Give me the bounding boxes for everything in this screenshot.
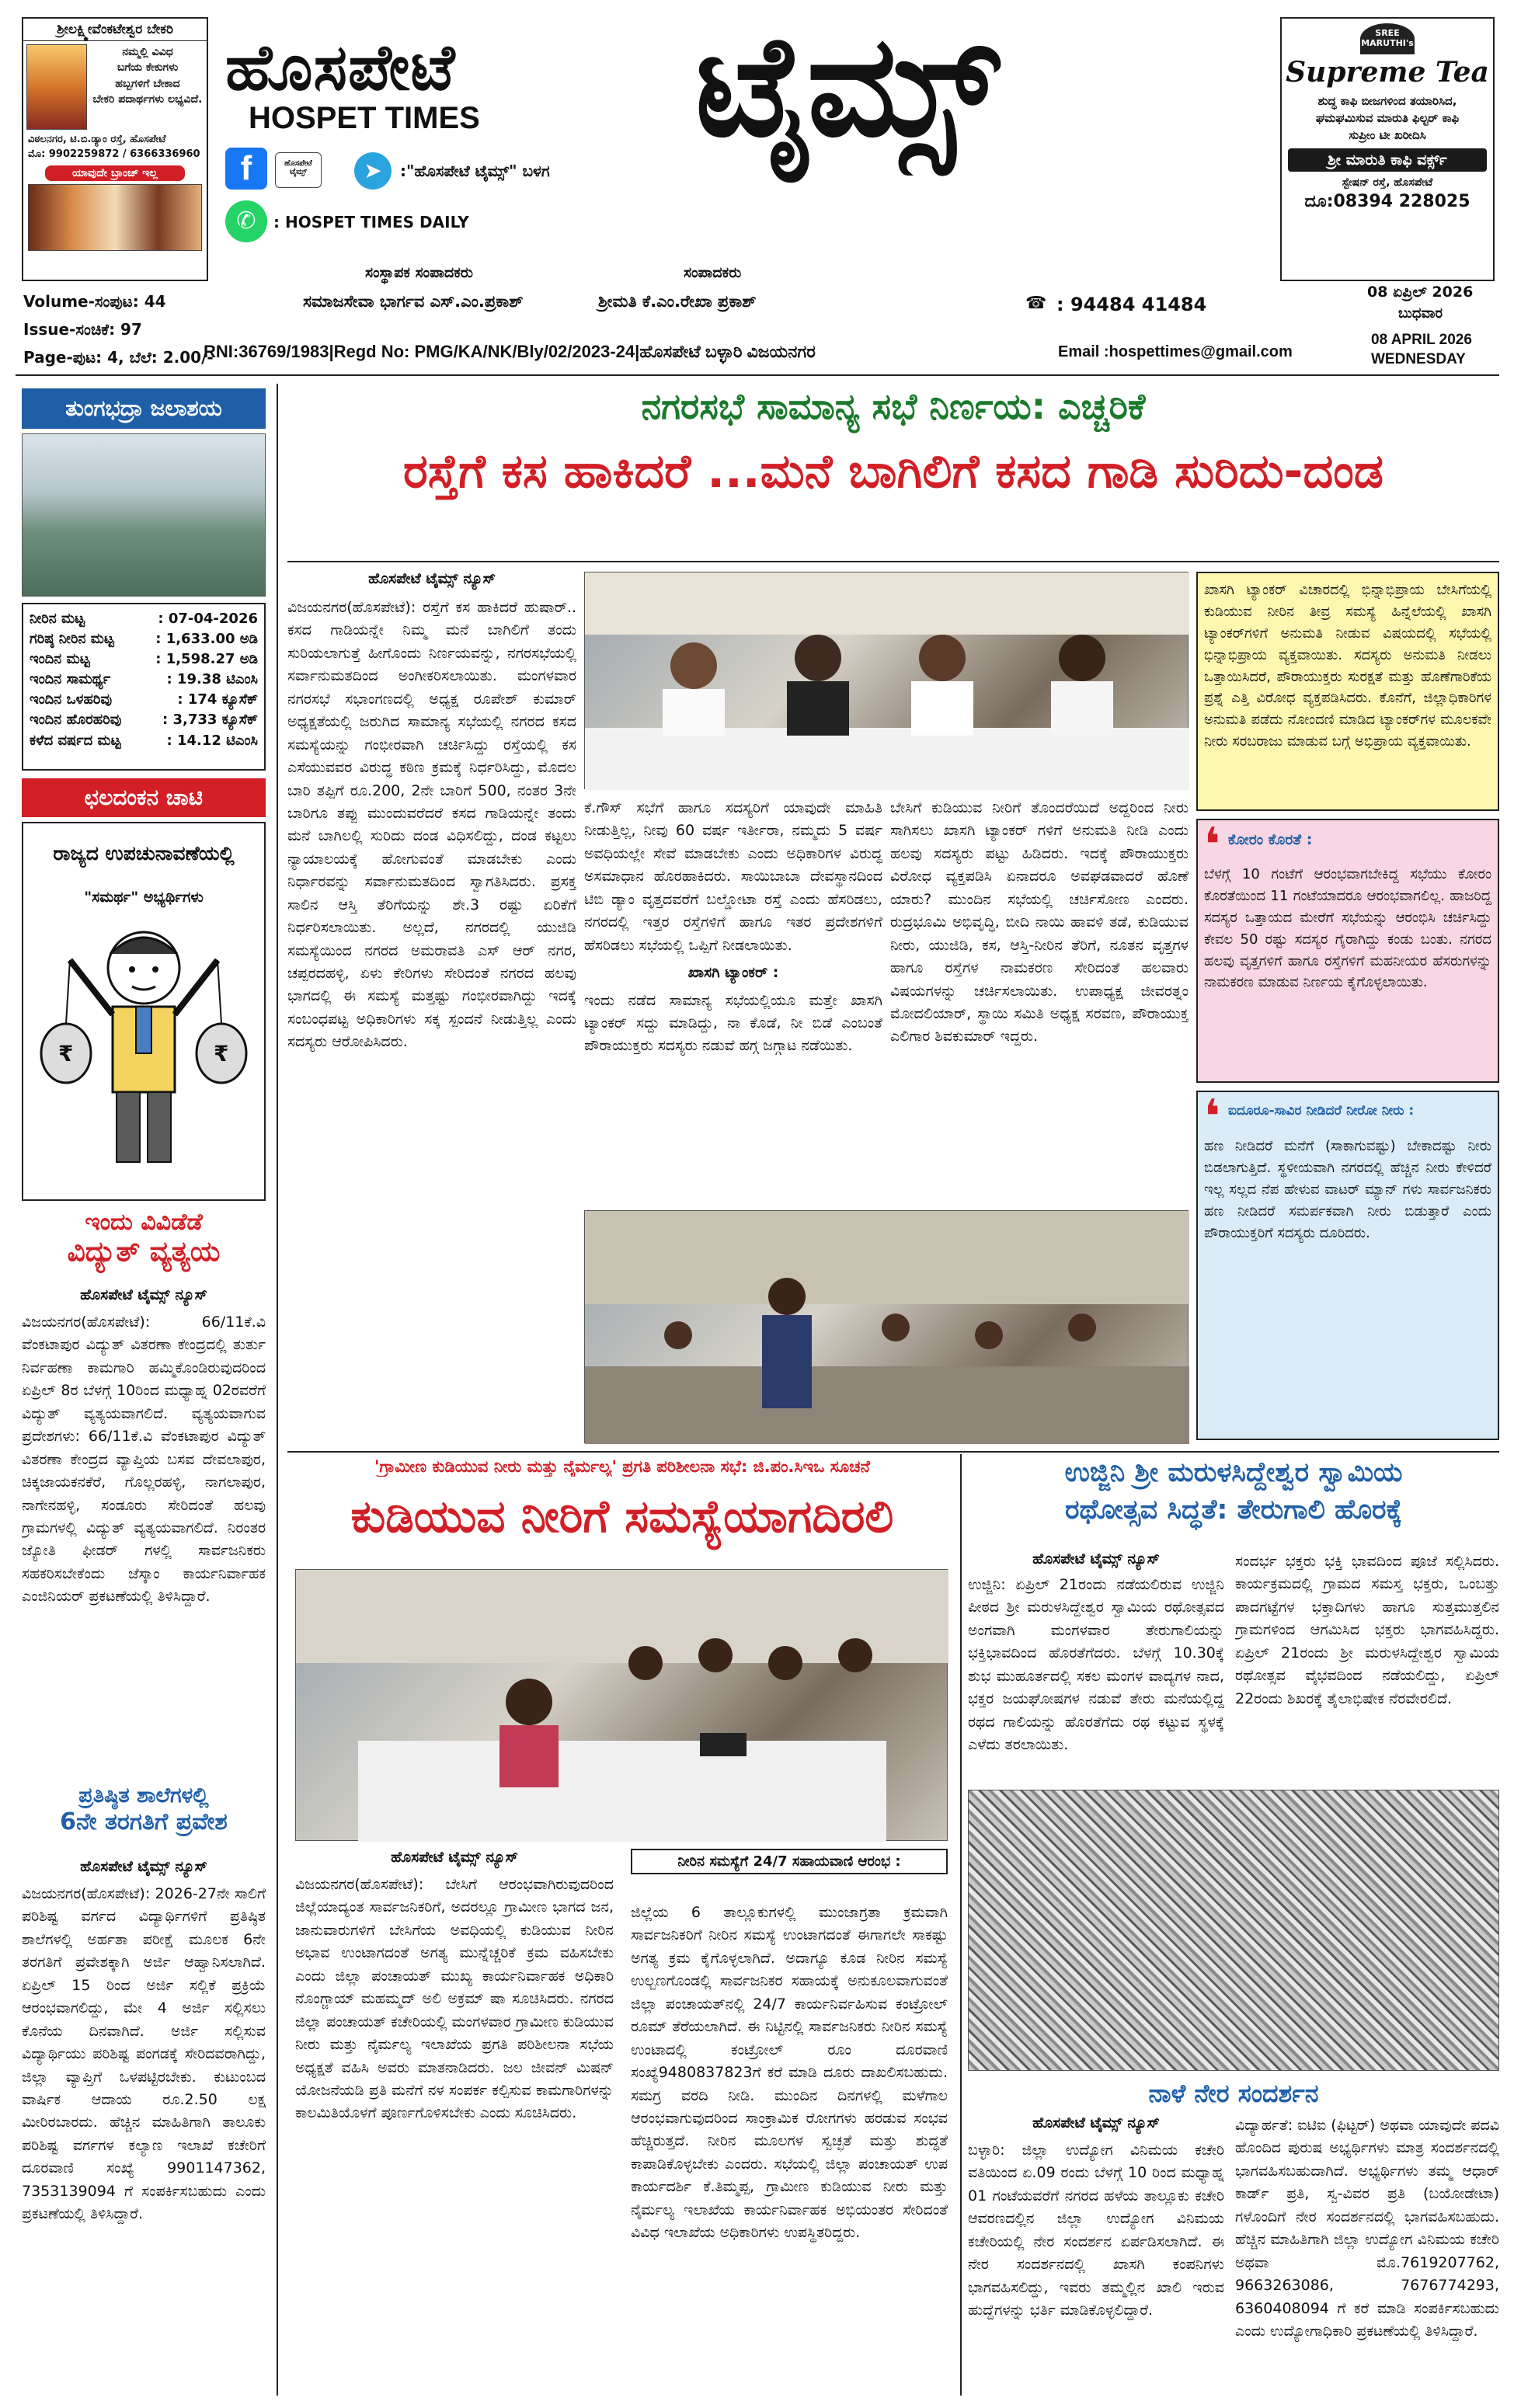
power-title-2: ವಿದ್ಯುತ್ ವ್ಯತ್ಯಯ xyxy=(67,1236,221,1268)
quote-mark-icon: ❛ xyxy=(1204,1091,1220,1144)
council-photo-figures xyxy=(585,572,1189,790)
main-headline: ರಸ್ತೆಗೆ ಕಸ ಹಾಕಿದರೆ ...ಮನೆ ಬಾಗಿಲಿಗೆ ಕಸದ ಗಾಡಿ ಸುರಿದು-ದಂಡ xyxy=(402,444,1384,499)
main-headline-rule xyxy=(287,561,1499,562)
facebook-label[interactable]: ಹೊಸಪೇಟೆ ಟೈಮ್ಸ್ xyxy=(275,152,322,188)
email: Email :hospettimes@gmail.com xyxy=(1058,343,1293,360)
school-title-2: 6ನೇ ತರಗತಿಗೆ ಪ್ರವೇಶ xyxy=(60,1808,228,1836)
visit-col-2: ವಿದ್ಯಾರ್ಹತೆ: ಐಟಿಐ (ಫಿಟ್ಟರ್) ಅಥವಾ ಯಾವುದೇ ಪದವಿ ಹೊಂದಿದ ಪುರುಷ ಅಭ್ಯರ್ಥಿಗಳು ಮಾತ್ರ ಸಂದರ್ಶನದಲ್ಲಿ ಭಾಗವಹಿಸಬಹುದಾಗಿದೆ. ಅಭ್ಯರ್ಥಿಗಳು ತಮ್ಮ ಆಧಾರ್ ಕಾರ್ಡ್ ಪ್ರತಿ, ಸ್ವ-ವಿವರ ಪ್ರತಿ (ಬಯೋಡೇಟಾ) ಗಳೊಂದಿಗೆ ನೇರ ಸಂದರ್ಶನದಲ್ಲಿ ಭಾಗವಹಿಸಬಹುದು. ಹೆಚ್ಚಿನ ಮಾಹಿತಿಗಾಗಿ ಜಿಲ್ಲಾ ಉದ್ಯೋಗ ವಿನಿಮಯ ಕಚೇರಿ ಅಥವಾ ಮೊ.7619207762, 9663263086, 7676774293, 6360408094 ಗೆ ಕರೆ ಮಾಡಿ ಸಂಪರ್ಕಿಸಬಹುದು ಎಂದು ಉದ್ಯೋಗಾಧಿಕಾರಿ ಪ್ರಕಟಣೆಯಲ್ಲಿ ತಿಳಿಸಿದ್ದಾರೆ. xyxy=(1235,2117,1499,2340)
cartoon-drawing xyxy=(23,906,264,1185)
phone-icon: ☎ xyxy=(1025,294,1047,313)
tea-phone: ದೂ:08394 228025 xyxy=(1304,192,1470,212)
svg-text:₹: ₹ xyxy=(58,1041,74,1067)
tea-logo-circle: SREE MARUTHI's xyxy=(1360,23,1415,54)
dam-row: ಗರಿಷ್ಠ ನೀರಿನ ಮಟ್ಟ : 1,633.00 ಅಡಿ xyxy=(30,631,258,648)
quorum-title: ಕೋರಂ ಕೊರತೆ : xyxy=(1227,831,1313,848)
whatsapp-icon[interactable]: ✆ xyxy=(225,200,267,242)
tea-footer: ಶ್ರೀ ಮಾರುತಿ ಕಾಫಿ ವರ್ಕ್ಸ್ xyxy=(1288,148,1487,172)
rathotsava-title xyxy=(968,1457,1499,1526)
water-money-title: ಐದೂರೂ-ಸಾವಿರ ನೀಡಿದರೆ ನೀರೋ ನೀರು : xyxy=(1227,1103,1415,1119)
audience-photo-figures xyxy=(585,1211,1189,1444)
dam-row: ಇಂದಿನ ಮಟ್ಟ : 1,598.27 ಅಡಿ xyxy=(30,651,258,668)
quote-mark-icon: ❛ xyxy=(1204,819,1220,872)
main-col-2b-text: ಇಂದು ನಡೆದ ಸಾಮಾನ್ಯ ಸಭೆಯಲ್ಲಿಯೂ ಮತ್ತೇ ಖಾಸಗಿ ಟ್ಯಾಂಕರ್ ಸದ್ದು ಮಾಡಿದ್ದು, ನಾ ಕೊಡೆ, ನೀ ಬಿಡೆ ಎಂಬಂತೆ ಪೌರಾಯುಕ್ತರು ಸದಸ್ಯರು ನಡುವೆ ಹಗ್ಗ ಜಗ್ಗಾಟ ನಡೆಯಿತು. xyxy=(584,991,882,1055)
rathotsava-byline: ಹೊಸಪೇಟೆ ಟೈಮ್ಸ್ ನ್ಯೂಸ್ xyxy=(1032,1550,1160,1568)
water-headline: ಕುಡಿಯುವ ನೀರಿಗೆ ಸಮಸ್ಯೆಯಾಗದಿರಲಿ xyxy=(350,1490,894,1543)
tea-line: ಶುದ್ಧ ಕಾಫಿ ಬೀಜಗಳಿಂದ ತಯಾರಿಸಿದ, xyxy=(1317,94,1457,108)
telegram-icon[interactable]: ➤ xyxy=(354,152,392,190)
power-title-1: ಇಂದು ವಿವಿಡೆಡೆ xyxy=(85,1209,203,1236)
water-col-1: ವಿಜಯನಗರ(ಹೊಸಪೇಟೆ): ಬೇಸಿಗೆ ಆರಂಭವಾಗಿರುವುದರಿಂದ ಜಿಲ್ಲೆಯಾದ್ಯಂತ ಸಾರ್ವಜನಿಕರಿಗೆ, ಅದರಲ್ಲೂ ಗ್ರಾಮೀಣ ಭಾಗದ ಜನ, ಜಾನುವಾರುಗಳಿಗೆ ಬೇಸಿಗೆಯ ಅವಧಿಯಲ್ಲಿ ಕುಡಿಯುವ ನೀರಿನ ಅಭಾವ ಉಂಟಾಗದಂತೆ ಅಗತ್ಯ ಮುನ್ನೆಚ್ಚರಿಕೆ ಕ್ರಮ ವಹಿಸಬೇಕು ಎಂದು ಜಿಲ್ಲಾ ಪಂಚಾಯತ್ ಮುಖ್ಯ ಕಾರ್ಯನಿರ್ವಾಹಕ ಅಧಿಕಾರಿ ನೊಂಗ್ಜಾಯ್ ಮಹಮ್ಮದ್ ಅಲಿ ಅಕ್ರಮ್ ಷಾ ಸೂಚಿಸಿದರು. ನಗರದ ಜಿಲ್ಲಾ ಪಂಚಾಯತ್ ಕಚೇರಿಯಲ್ಲಿ ಮಂಗಳವಾರ ಗ್ರಾಮೀಣ ಕುಡಿಯುವ ನೀರು ಮತ್ತು ನೈರ್ಮಲ್ಯ ಇಲಾಖೆಯ ಪ್ರಗತಿ ಪರಿಶೀಲನಾ ಸಭೆಯ ಅಧ್ಯಕ್ಷತೆ ವಹಿಸಿ ಅವರು ಮಾತನಾಡಿದರು. ಜಲ ಜೀವನ್ ಮಿಷನ್ ಯೋಜನೆಯಡಿ ಪ್ರತಿ ಮನೆಗೆ ನಳ ಸಂಪರ್ಕ ಕಲ್ಪಿಸುವ ಕಾಮಗಾರಿಗಳನ್ನು ಕಾಲಮಿತಿಯೊಳಗೆ ಪೂರ್ಣಗೊಳಿಸಬೇಕು ಎಂದು ಸೂಚಿಸಿದರು. xyxy=(295,1876,614,2122)
ad-bakery xyxy=(22,17,208,281)
ad-bakery-line: ಬಗೆಯ ಕೇಕುಗಳು xyxy=(117,61,179,75)
ad-bakery-tag: ಯಾವುದೇ ಬ್ರಾಂಚ್ ಇಲ್ಲ xyxy=(45,165,185,181)
school-text: ವಿಜಯನಗರ(ಹೊಸಪೇಟೆ): 2026-27ನೇ ಸಾಲಿಗೆ ಪರಿಶಿಷ್ಟ ವರ್ಗದ ವಿದ್ಯಾರ್ಥಿಗಳಿಗೆ ಪ್ರತಿಷ್ಠಿತ ಶಾಲೆಗಳಲ್ಲಿ ಅರ್ಹತಾ ಪರೀಕ್ಷೆ ಮೂಲಕ 6ನೇ ತರಗತಿಗೆ ಪ್ರವೇಶಕ್ಕಾಗಿ ಅರ್ಜಿ ಆಹ್ವಾನಿಸಲಾಗಿದೆ. ಏಪ್ರಿಲ್ 15 ರಿಂದ ಅರ್ಜಿ ಸಲ್ಲಿಕೆ ಪ್ರಕ್ರಿಯೆ ಆರಂಭವಾಗಲಿದ್ದು, ಮೇ 4 ಅರ್ಜಿ ಸಲ್ಲಿಸಲು ಕೊನೆಯ ದಿನವಾಗಿದೆ. ಅರ್ಜಿ ಸಲ್ಲಿಸುವ ವಿದ್ಯಾರ್ಥಿಯು ಪರಿಶಿಷ್ಟ ಪಂಗಡಕ್ಕೆ ಸೇರಿದವರಾಗಿದ್ದು, ಜಿಲ್ಲಾ ವ್ಯಾಪ್ತಿಗೆ ಒಳಪಟ್ಟಿರಬೇಕು. ಕುಟುಂಬದ ವಾರ್ಷಿಕ ಆದಾಯ ರೂ.2.50 ಲಕ್ಷ ಮೀರಿರಬಾರದು. ಹೆಚ್ಚಿನ ಮಾಹಿತಿಗಾಗಿ ತಾಲೂಕು ಪರಿಶಿಷ್ಟ ವರ್ಗಗಳ ಕಲ್ಯಾಣ ಇಲಾಖೆ ಕಚೇರಿಗೆ ದೂರವಾಣಿ ಸಂಖ್ಯೆ 9901147362, 7353139094 ಗೆ ಸಂಪರ್ಕಿಸಬಹುದು ಎಂದು ಪ್ರಕಟಣೆಯಲ್ಲಿ ತಿಳಿಸಿದ್ದಾರೆ. xyxy=(22,1885,266,2223)
council-meeting-photo xyxy=(584,572,1189,789)
ad-bakery-title: ಶ್ರೀಲಕ್ಷ್ಮೀವೆಂಕಟೇಶ್ವರ ಬೇಕರಿ xyxy=(23,19,207,41)
cartoon-sub: "ಸಮರ್ಥ" ಅಭ್ಯರ್ಥಿಗಳು xyxy=(84,889,204,906)
masthead-rule xyxy=(16,374,1499,376)
masthead-title-kn-1: ಹೊಸಪೇಟೆ xyxy=(225,31,456,105)
whatsapp-label: : HOSPET TIMES DAILY xyxy=(273,213,469,231)
quorum-text: ಬೆಳಗ್ಗೆ 10 ಗಂಟೆಗೆ ಆರಂಭವಾಗಬೇಕಿದ್ದ ಸಭೆಯು ಕೋರಂ ಕೊರತೆಯಿಂದ 11 ಗಂಟೆಯಾದರೂ ಆರಂಭವಾಗಲಿಲ್ಲ. ಹಾಜರಿದ್ದ ಸದಸ್ಯರ ಒತ್ತಾಯದ ಮೇರೆಗೆ ಸಭೆಯನ್ನು ಆರಂಭಿಸಿ ಚರ್ಚಿಸಿದ್ದು ಕೇವಲ 50 ರಷ್ಟು ಸದಸ್ಯರ ಗೈರಾಗಿದ್ದು ಕಂಡು ಬಂತು. ನಗರದ ಹಲವು ವೃತ್ತಗಳಿಗೆ ಹಾಗೂ ರಸ್ತೆಗಳಿಗೆ ಮಹನೀಯರ ಹೆಸರುಗಳನ್ನು ನಾಮಕರಣ ಮಾಡುವ ನಿರ್ಣಯ ಕೈಗೊಳ್ಳಲಾಯಿತು. xyxy=(1204,866,1491,991)
founder-editor-name: ಸಮಾಜಸೇವಾ ಭಾರ್ಗವ ಎಸ್.ಎಂ.ಪ್ರಕಾಶ್ xyxy=(303,292,524,311)
water-money-sidebar xyxy=(1196,1091,1499,1440)
school-title xyxy=(22,1783,266,1836)
right-section-rule xyxy=(960,1454,962,2396)
ad-supreme-tea xyxy=(1280,17,1495,281)
main-kicker: ನಗರಸಭೆ ಸಾಮಾನ್ಯ ಸಭೆ ನಿರ್ಣಯ: ಎಚ್ಚರಿಕೆ xyxy=(641,385,1146,427)
dam-row: ಇಂದಿನ ಹೊರಹರಿವು : 3,733 ಕ್ಯೂಸೆಕ್ xyxy=(30,712,258,729)
visit-col-1: ಬಳ್ಳಾರಿ: ಜಿಲ್ಲಾ ಉದ್ಯೋಗ ವಿನಿಮಯ ಕಚೇರಿ ವತಿಯಿಂದ ಏ.09 ರಂದು ಬೆಳಗ್ಗೆ 10 ರಿಂದ ಮಧ್ಯಾಹ್ನ 01 ಗಂಟೆಯವರೆಗೆ ನಗರದ ಹಳೆಯ ತಾಲ್ಲೂಕು ಕಚೇರಿ ಆವರಣದಲ್ಲಿನ ಜಿಲ್ಲಾ ಉದ್ಯೋಗ ವಿನಿಮಯ ಕಚೇರಿಯಲ್ಲಿ ನೇರ ಸಂದರ್ಶನ ಏರ್ಪಡಿಸಲಾಗಿದೆ. ಈ ನೇರ ಸಂದರ್ಶನದಲ್ಲಿ ಖಾಸಗಿ ಕಂಪನಿಗಳು ಭಾಗವಹಿಸಲಿದ್ದು, ಇವರು ತಮ್ಮಲ್ಲಿನ ಖಾಲಿ ಇರುವ ಹುದ್ದೆಗಳನ್ನು ಭರ್ತಿ ಮಾಡಿಕೊಳ್ಳಲಿದ್ದಾರೆ. xyxy=(968,2142,1224,2319)
tea-line: ಸುಪ್ರೀಂ ಟೀ ಖರೀದಿಸಿ xyxy=(1349,127,1426,142)
main-byline: ಹೊಸಪೇಟೆ ಟೈಮ್ಸ್ ನ್ಯೂಸ್ xyxy=(368,570,496,587)
ad-bakery-line: ನಮ್ಮಲ್ಲಿ ವಿವಿಧ xyxy=(122,46,173,58)
tea-line: ಘಮಘಮಿಸುವ ಮಾರುತಿ ಫಿಲ್ಟರ್ ಕಾಫಿ xyxy=(1315,110,1460,125)
issue: Issue-ಸಂಚಿಕೆ: 97 xyxy=(23,320,142,339)
date-en: 08 APRIL 2026 xyxy=(1371,332,1472,348)
school-byline: ಹೊಸಪೇಟೆ ಟೈಮ್ಸ್ ನ್ಯೂಸ್ xyxy=(80,1858,207,1875)
dam-row: ಇಂದಿನ ಸಾಮರ್ಥ್ಯ : 19.38 ಟಿಎಂಸಿ xyxy=(30,671,258,688)
power-title xyxy=(22,1209,266,1268)
pages-price: Page-ಪುಟ: 4, ಬೆಲೆ: 2.00/- xyxy=(23,348,214,367)
school-title-1: ಪ್ರತಿಷ್ಠಿತ ಶಾಲೆಗಳಲ್ಲಿ xyxy=(78,1783,209,1808)
main-col-2 xyxy=(584,797,882,1201)
editor-label: ಸಂಪಾದಕರು xyxy=(684,264,742,281)
dam-row: ಕಳೆದ ವರ್ಷದ ಮಟ್ಟ : 14.12 ಟಿಎಂಸಿ xyxy=(30,732,258,749)
tea-address: ಸ್ಟೇಷನ್ ರಸ್ತೆ, ಹೊಸಪೇಟೆ xyxy=(1342,176,1433,190)
water-sub-helpline: ನೀರಿನ ಸಮಸ್ಯೆಗೆ 24/7 ಸಹಾಯವಾಣಿ ಆರಂಭ : xyxy=(631,1849,948,1874)
cartoon-caption: ರಾಜ್ಯದ ಉಪಚುನಾವಣೆಯಲ್ಲಿ xyxy=(53,842,235,865)
dam-photo xyxy=(22,433,266,597)
ad-bakery-phone: ಮೊ: 9902259872 / 6366336960 xyxy=(28,148,200,160)
ad-bakery-line: ಹಬ್ಬಗಳಿಗೆ ಬೇಕಾದ xyxy=(115,77,180,90)
water-kicker: 'ಗ್ರಾಮೀಣ ಕುಡಿಯುವ ನೀರು ಮತ್ತು ನೈರ್ಮಲ್ಯ' ಪ್ರಗತಿ ಪರಿಶೀಲನಾ ಸಭೆ: ಜಿ.ಪಂ.ಸಿಇಒ ಸೂಚನೆ xyxy=(374,1457,871,1476)
main-col-1: ವಿಜಯನಗರ(ಹೊಸಪೇಟೆ): ರಸ್ತೆಗೆ ಕಸ ಹಾಕಿದರೆ ಹುಷಾರ್.. ಕಸದ ಗಾಡಿಯನ್ನೇ ನಿಮ್ಮ ಮನೆ ಬಾಗಿಲಿಗೆ ತಂದು ಸುರಿಯಲಾಗುತ್ತೆ ಹೀಗೊಂದು ನಿರ್ಣಯವನ್ನು, ನಗರಸಭೆಯಲ್ಲಿ ಸರ್ವಾನುಮತದಿಂದ ಅಂಗೀಕರಿಸಲಾಯಿತು. ಮಂಗಳವಾರ ನಗರಸಭೆ ಸಭಾಂಗಣದಲ್ಲಿ ಅಧ್ಯಕ್ಷ ರೂಪೇಶ್ ಕುಮಾರ್ ಅಧ್ಯಕ್ಷತೆಯಲ್ಲಿ ಜರುಗಿದ ಸಾಮಾನ್ಯ ಸಭೆಯಲ್ಲಿ ನಗರದ ಕಸದ ಸಮಸ್ಯೆಯನ್ನು ಗಂಭೀರವಾಗಿ ಚರ್ಚಿಸಿದ್ದು ರಸ್ತೆಯಲ್ಲಿ ಕಸ ಎಸೆಯುವವರ ವಿರುದ್ಧ ಕಠಿಣ ಕ್ರಮಕ್ಕೆ ನಿರ್ಧರಿಸಿದ್ದು, ಮೊದಲ ಬಾರಿ ತಪ್ಪಿಗೆ ರೂ.200, 2ನೇ ಬಾರಿಗೆ 500, ನಂತರ 3ನೇ ಬಾರಿಗೂ ತಪ್ಪು ಮುಂದುವರೆದರೆ ಕಸದ ಗಾಡಿಯನ್ನೇ ತಂದು ಮನೆ ಬಾಗಿಲಲ್ಲಿ ಸುರಿದು ದಂಡ ವಿಧಿಸಲಿದ್ದು, ದಂಡ ಕಟ್ಟಲು ನ್ಯಾಯಾಲಯಕ್ಕೆ ಹೋಗುವಂತೆ ಮಾಡಬೇಕು ಎಂದು ನಿರ್ಧಾರವನ್ನು ಸರ್ವಾನುಮತದಿಂದ ಸ್ವಾಗತಿಸಿದರು. ಪ್ರಸಕ್ತ ಸಾಲಿನ ಆಸ್ತಿ ತೆರಿಗೆಯನ್ನು ಶೇ.3 ರಷ್ಟು ಏರಿಕೆಗೆ ನಿರ್ಧರಿಸಲಾಯಿತು. ಅಲ್ಲದೆ, ನಗರದಲ್ಲಿ ಯುಜಿಡಿ ಸಮಸ್ಯೆಯಿಂದ ನಗರದ ಅಮರಾವತಿ ಎಸ್ ಆರ್ ನಗರ, ಚಪ್ಪರದಹಳ್ಳಿ, ಏಳು ಕೇರಿಗಳು ಸೇರಿದಂತೆ ನಗರದ ಹಲವು ಭಾಗದಲ್ಲಿ ಈ ಸಮಸ್ಯೆ ಮತ್ತಷ್ಟು ಗಂಭೀರವಾಗಿದ್ದು ಇದಕ್ಕೆ ಸಂಬಂಧಪಟ್ಟ ಅಧಿಕಾರಿಗಳು ಸಕ್ಕ ಸ್ಪಂದನೆ ನೀಡುತ್ತಿಲ್ಲ ಎಂದು ಸದಸ್ಯರು ಆರೋಪಿಸಿದರು. xyxy=(287,599,576,1051)
rathotsava-crowd-photo xyxy=(968,1790,1499,2071)
cakes-picture xyxy=(28,184,202,251)
founder-editor-label: ಸಂಸ್ಥಾಪಕ ಸಂಪಾದಕರು xyxy=(365,264,473,281)
masthead-phone: : 94484 41484 xyxy=(1056,294,1207,315)
deity-picture xyxy=(26,44,87,130)
editor-name: ಶ್ರೀಮತಿ ಕೆ.ಎಂ.ರೇಖಾ ಪ್ರಕಾಶ್ xyxy=(598,292,757,311)
masthead-title-kn-2: ಟೈಮ್ಸ್ xyxy=(695,5,999,168)
day-kn: ಬುಧವಾರ xyxy=(1398,305,1443,322)
main-col-3: ಬೇಸಿಗೆ ಕುಡಿಯುವ ನೀರಿಗೆ ತೊಂದರೆಯಿದೆ ಅದ್ದರಿಂದ ನೀರು ಸಾಗಿಸಲು ಖಾಸಗಿ ಟ್ಯಾಂಕರ್ ಗಳಿಗೆ ಅನುಮತಿ ನೀಡಿ ಎಂದು ಹಲವು ಸದಸ್ಯರು ಪಟ್ಟು ಹಿಡಿದರು. ಇದಕ್ಕೆ ಪೌರಾಯುಕ್ತರು ವಿರೋಧ ವ್ಯಕ್ತಪಡಿಸಿ ಏನಾದರೂ ಅವಘಡವಾದರೆ ಹೊಣೆ ಯಾರು? ಮುಂದಿನ ಸಭೆಯಲ್ಲಿ ಚರ್ಚಿಸೋಣ ಎಂದರು. ರುದ್ರಭೂಮಿ ಅಭಿವೃದ್ಧಿ, ಬೀದಿ ನಾಯಿ ಹಾವಳಿ ತಡೆ, ಕುಡಿಯುವ ನೀರು, ಯುಜಿಡಿ, ಕಸ, ಆಸ್ತಿ-ನೀರಿನ ತೆರಿಗೆ, ನೂತನ ವೃತ್ತಗಳ ಹಾಗೂ ರಸ್ತೆಗಳ ನಾಮಕರಣ ಸೇರಿದಂತೆ ಹಲವಾರು ವಿಷಯಗಳನ್ನು ಚರ್ಚಿಸಲಾಯಿತು. ಉಪಾಧ್ಯಕ್ಷ ಜೀವರತ್ನಂ ಮೋದಲಿಯಾರ್, ಸ್ಥಾಯಿ ಸಮಿತಿ ಅಧ್ಯಕ್ಷ ಸರವಣ, ಪೌರಾಯುಕ್ತ ಎಲಿಗಾರ ಶಿವಕುಮಾರ್ ಇದ್ದರು. xyxy=(890,799,1189,1046)
water-col-2: ಜಿಲ್ಲೆಯ 6 ತಾಲ್ಲೂಕುಗಳಲ್ಲಿ ಮುಂಜಾಗ್ರತಾ ಕ್ರಮವಾಗಿ ಸಾರ್ವಜನಿಕರಿಗೆ ನೀರಿನ ಸಮಸ್ಯೆ ಉಂಟಾಗದಂತೆ ಈಗಾಗಲೇ ಸಾಕಷ್ಟು ಅಗತ್ಯ ಕ್ರಮ ಕೈಗೊಳ್ಳಲಾಗಿದೆ. ಅದಾಗ್ಯೂ ಕೂಡ ನೀರಿನ ಸಮಸ್ಯೆ ಉಲ್ಬಣಗೊಂಡಲ್ಲಿ ಸಾರ್ವಜನಿಕರ ಸಹಾಯಕ್ಕೆ ಅನುಕೂಲವಾಗುವಂತೆ ಜಿಲ್ಲಾ ಪಂಚಾಯತ್‌ನಲ್ಲಿ 24/7 ಕಾರ್ಯನಿರ್ವಹಿಸುವ ಕಂಟ್ರೋಲ್ ರೂಮ್ ತೆರೆಯಲಾಗಿದೆ. ಈ ನಿಟ್ಟಿನಲ್ಲಿ ಸಾರ್ವಜನಿಕರು ನೀರಿನ ಸಮಸ್ಯೆ ಉಂಟಾದಲ್ಲಿ ಕಂಟ್ರೋಲ್ ರೂಂ ದೂರವಾಣಿ ಸಂಖ್ಯೆ9480837823ಗೆ ಕರೆ ಮಾಡಿ ದೂರು ದಾಖಲಿಸಬಹುದು. ಸಮಗ್ರ ವರದಿ ನೀಡಿ. ಮುಂದಿನ ದಿನಗಳಲ್ಲಿ ಮಳೆಗಾಲ ಆರಂಭವಾಗುವುದರಿಂದ ಸಾಂಕ್ರಾಮಿಕ ರೋಗಗಳು ಹರಡುವ ಸಂಭವ ಹೆಚ್ಚಿರುತ್ತದೆ. ನೀರಿನ ಮೂಲಗಳ ಸ್ವಚ್ಛತೆ ಮತ್ತು ಶುದ್ಧತೆ ಕಾಪಾಡಿಕೊಳ್ಳಬೇಕು ಎಂದರು. ಸಭೆಯಲ್ಲಿ ಜಿಲ್ಲಾ ಪಂಚಾಯತ್ ಉಪ ಕಾರ್ಯದರ್ಶಿ ಕೆ.ತಿಮ್ಮಪ್ಪ, ಗ್ರಾಮೀಣ ಕುಡಿಯುವ ನೀರು ಮತ್ತು ನೈರ್ಮಲ್ಯ ಇಲಾಖೆಯ ಕಾರ್ಯನಿರ್ವಾಹಕ ಅಭಿಯಂತರ ಸೇರಿದಂತೆ ವಿವಿಧ ಇಲಾಖೆಯ ಅಧಿಕಾರಿಗಳು ಉಪಸ್ಥಿತರಿದ್ದರು. xyxy=(631,1904,948,2242)
facebook-icon[interactable]: f xyxy=(225,148,267,190)
rathotsava-title-2: ರಥೋತ್ಸವ ಸಿದ್ಧತೆ: ತೇರುಗಾಲಿ ಹೊರಕ್ಕೆ xyxy=(1064,1495,1403,1526)
water-money-text: ಹಣ ನೀಡಿದರೆ ಮನೆಗೆ (ಸಾಕಾಗುವಷ್ಟು) ಬೇಕಾದಷ್ಟು ನೀರು ಬಿಡಲಾಗುತ್ತಿದೆ. ಸ್ಥಳೀಯವಾಗಿ ನಗರದಲ್ಲಿ ಹೆಚ್ಚಿನ ನೀರು ಕೇಳಿದರೆ ಇಲ್ಲ ಸಲ್ಲದ ನೆಪ ಹೇಳುವ ವಾಟರ್ ಮ್ಯಾನ್ ಗಳು ಸಾರ್ವಜನಿಕರು ಹಣ ನೀಡಿದರೆ ಸಮರ್ಪಕವಾಗಿ ನೀರು ಬಿಡುತ್ತಾರೆ ಎಂದು ಪೌರಾಯುಕ್ತರಿಗೆ ಸದಸ್ಯರು ದೂರಿದರು. xyxy=(1204,1138,1491,1241)
day-en: WEDNESDAY xyxy=(1371,351,1466,367)
section-rule xyxy=(287,1451,1499,1453)
tanker-sidebar xyxy=(1196,572,1499,811)
date-kn: 08 ಏಪ್ರಿಲ್ 2026 xyxy=(1367,284,1474,301)
dam-table xyxy=(22,603,266,771)
power-text: ವಿಜಯನಗರ(ಹೊಸಪೇಟೆ): 66/11ಕೆ.ವಿ ವೆಂಕಟಾಪುರ ವಿದ್ಯುತ್ ವಿತರಣಾ ಕೇಂದ್ರದಲ್ಲಿ ತುರ್ತು ನಿರ್ವಹಣಾ ಕಾಮಗಾರಿ ಹಮ್ಮಿಕೊಂಡಿರುವುದರಿಂದ ಏಪ್ರಿಲ್ 8ರ ಬೆಳಗ್ಗೆ 10ರಿಂದ ಮಧ್ಯಾಹ್ನ 02ರವರೆಗೆ ವಿದ್ಯುತ್ ವ್ಯತ್ಯಯವಾಗಲಿದೆ. ವ್ಯತ್ಯಯವಾಗುವ ಪ್ರದೇಶಗಳು: 66/11ಕೆ.ವಿ ವೆಂಕಟಾಪುರ ವಿದ್ಯುತ್ ವಿತರಣಾ ಕೇಂದ್ರದ ವ್ಯಾಪ್ತಿಯ ಬಸವ ದೇವಲಾಪುರ, ಚಿಕ್ಕಜಾಯಕನಕೆರೆ, ಗೊಲ್ಲರಹಳ್ಳಿ, ನಾಗಲಾಪುರ, ನಾಗೇನಹಳ್ಳಿ, ಸಂಡೂರು ಸೇರಿದಂತೆ ಹಲವು ಗ್ರಾಮಗಳಲ್ಲಿ ವಿದ್ಯುತ್ ವ್ಯತ್ಯಯವಾಗಲಿದೆ. ನಿರಂತರ ಜ್ಯೋತಿ ಫೀಡರ್ ಗಳಲ್ಲಿ ಸಾರ್ವಜನಿಕರು ಸಹಕರಿಸಬೇಕೆಂದು ಜೆಸ್ಕಾಂ ಕಾರ್ಯನಿರ್ವಾಹಕ ಎಂಜಿನಿಯರ್ ಪ್ರಕಟಣೆಯಲ್ಲಿ ತಿಳಿಸಿದ್ದಾರೆ. xyxy=(22,1314,266,1606)
ad-bakery-address: ವಿಠಲನಗರ, ಟಿ.ಬಿ.ಡ್ಯಾಂ ರಸ್ತೆ, ಹೊಸಪೇಟೆ xyxy=(28,134,166,145)
tea-brand: Supreme Tea xyxy=(1286,56,1489,89)
visit-title: ನಾಳೆ ನೇರ ಸಂದರ್ಶನ xyxy=(1148,2079,1319,2108)
dam-title: ತುಂಗಭದ್ರಾ ಜಲಾಶಯ xyxy=(22,388,266,429)
power-byline: ಹೊಸಪೇಟೆ ಟೈಮ್ಸ್ ನ್ಯೂಸ್ xyxy=(80,1286,207,1303)
main-col-2-text: ಕೆ.ಗೌಸ್ ಸಭೆಗೆ ಹಾಗೂ ಸದಸ್ಯರಿಗೆ ಯಾವುದೇ ಮಾಹಿತಿ ನೀಡುತ್ತಿಲ್ಲ, ನೀವು 60 ವರ್ಷ ಇರ್ತೀರಾ, ನಮ್ಮದು 5 ವರ್ಷ ಅವಧಿಯಲ್ಲೇ ಸೇವೆ ಮಾಡಬೇಕು ಎಂದು ಅಧಿಕಾರಿಗಳ ವಿರುದ್ಧ ಅಸಮಾಧಾನ ಹೊರಹಾಕಿದರು. ಸಾಯಿಬಾಬಾ ದೇವಸ್ಥಾನದಿಂದ ಟಿಬಿ ಡ್ಯಾಂ ವೃತ್ತದವರೆಗೆ ಬಲ್ಡೋಟಾ ರಸ್ತೆ ಎಂದು ಹೆಸರಿಡಲು, ನಗರದಲ್ಲಿ ಇತ್ತರ ರಸ್ತೆಗಳಿಗೆ ಹಾಗೂ ಇತರ ಪ್ರದೇಶಗಳಿಗೆ ಹೆಸರಿಡಲು ಸಭೆಯಲ್ಲಿ ಒಪ್ಪಿಗೆ ನೀಡಲಾಯಿತು. xyxy=(584,799,882,954)
main-sub-tanker: ಖಾಸಗಿ ಟ್ಯಾಂಕರ್ : xyxy=(687,964,779,982)
cartoon-panel xyxy=(22,822,266,1201)
cartoon-title: ಛಲದಂಕನ ಚಾಟಿ xyxy=(22,778,266,817)
water-photo-figures xyxy=(296,1570,948,1842)
visit-byline: ಹೊಸಪೇಟೆ ಟೈಮ್ಸ್ ನ್ಯೂಸ್ xyxy=(1032,2114,1160,2131)
water-byline: ಹೊಸಪೇಟೆ ಟೈಮ್ಸ್ ನ್ಯೂಸ್ xyxy=(391,1849,518,1866)
dam-row: ನೀರಿನ ಮಟ್ಟ : 07-04-2026 xyxy=(30,611,258,627)
quorum-sidebar xyxy=(1196,819,1499,1083)
ad-bakery-line: ಬೇಕರಿ ಪದಾರ್ಥಗಳು ಲಭ್ಯವಿದೆ. xyxy=(92,92,203,106)
svg-text:₹: ₹ xyxy=(214,1041,229,1067)
water-meeting-photo xyxy=(295,1569,948,1841)
volume: Volume-ಸಂಪುಟ: 44 xyxy=(23,292,166,311)
rathotsava-col-2: ಸಂದರ್ಭ ಭಕ್ತರು ಭಕ್ತಿ ಭಾವದಿಂದ ಪೂಜೆ ಸಲ್ಲಿಸಿದರು. ಕಾರ್ಯಕ್ರಮದಲ್ಲಿ ಗ್ರಾಮದ ಸಮಸ್ತ ಭಕ್ತರು, ಒಂಬತ್ತು ಪಾದಗಟ್ಟೆಗಳ ಭಕ್ತಾದಿಗಳು ಹಾಗೂ ಸುತ್ತಮುತ್ತಲಿನ ಗ್ರಾಮಗಳಿಂದ ಆಗಮಿಸಿದ ಭಕ್ತರು ಭಾಗವಹಿಸಿದ್ದರು. ಏಪ್ರಿಲ್ 21ರಂದು ಶ್ರೀ ಮರುಳಸಿದ್ದೇಶ್ವರ ಸ್ವಾಮಿಯ ರಥೋತ್ಸವ ವೈಭವದಿಂದ ನಡೆಯಲಿದ್ದು, ಏಪ್ರಿಲ್ 22ರಂದು ಶಿಖರಕ್ಕೆ ತೈಲಾಭಿಷೇಕ ನೆರವೇರಲಿದೆ. xyxy=(1235,1553,1499,1707)
rathotsava-col-1: ಉಜ್ಜಿನಿ: ಏಪ್ರಿಲ್ 21ರಂದು ನಡೆಯಲಿರುವ ಉಜ್ಜಿನಿ ಪೀಠದ ಶ್ರೀ ಮರುಳಸಿದ್ದೇಶ್ವರ ಸ್ವಾಮಿಯ ರಥೋತ್ಸವದ ಅಂಗವಾಗಿ ಮಂಗಳವಾರ ತೇರುಗಾಲಿಯನ್ನು ಭಕ್ತಿಭಾವದಿಂದ ಹೊರತೆಗೆದರು. ಬೆಳಗ್ಗೆ 10.30ಕ್ಕೆ ಶುಭ ಮುಹೂರ್ತದಲ್ಲಿ ಸಕಲ ಮಂಗಳ ವಾದ್ಯಗಳ ನಾದ, ಭಕ್ತರ ಜಯಘೋಷಗಳ ನಡುವೆ ತೇರು ಮನೆಯಲ್ಲಿದ್ದ ರಥದ ಗಾಲಿಯನ್ನು ಹೊರತೆಗೆದು ರಥ ಕಟ್ಟುವ ಸ್ಥಳಕ್ಕೆ ಎಳೆದು ತರಲಾಯಿತು. xyxy=(968,1576,1224,1754)
left-column-rule xyxy=(277,384,278,2396)
rni-line: RNI:36769/1983|Regd No: PMG/KA/NK/Bly/02/2023-24|ಹೊಸಪೇಟೆ ಬಳ್ಳಾರಿ ವಿಜಯನಗರ xyxy=(204,342,816,361)
tanker-sidebar-text: ಖಾಸಗಿ ಟ್ಯಾಂಕರ್ ವಿಚಾರದಲ್ಲಿ ಭಿನ್ನಾಭಿಪ್ರಾಯ ಬೇಸಿಗೆಯಲ್ಲಿ ಕುಡಿಯುವ ನೀರಿನ ತೀವ್ರ ಸಮಸ್ಯೆ ಹಿನ್ನೆಲೆಯಲ್ಲಿ ಖಾಸಗಿ ಟ್ಯಾಂಕರ್‌ಗಳಿಗೆ ಅನುಮತಿ ನೀಡುವ ವಿಷಯದಲ್ಲಿ ಸಭೆಯಲ್ಲಿ ಭಿನ್ನಾಭಿಪ್ರಾಯ ವ್ಯಕ್ತವಾಯಿತು. ಸದಸ್ಯರು ಅನುಮತಿ ನೀಡಲು ಒತ್ತಾಯಿಸಿದರೆ, ಪೌರಾಯುಕ್ತರು ಸುರಕ್ಷತೆ ಮತ್ತು ಹೊಣೆಗಾರಿಕೆಯ ಪ್ರಶ್ನೆ ಎತ್ತಿ ವಿರೋಧ ವ್ಯಕ್ತಪಡಿಸಿದರು. ಕೊನೆಗೆ, ಜಿಲ್ಲಾಧಿಕಾರಿಗಳ ಅನುಮತಿ ಪಡೆದು ನೋಂದಣಿ ಮಾಡಿದ ಟ್ಯಾಂಕರ್‌ಗಳ ಮೂಲಕವೇ ನೀರು ಸರಬರಾಜು ಮಾಡುವ ಬಗ್ಗೆ ಅಭಿಪ್ರಾಯ ವ್ಯಕ್ತವಾಯಿತು. xyxy=(1204,582,1491,750)
masthead-title-en: HOSPET TIMES xyxy=(249,101,480,135)
rathotsava-title-1: ಉಜ್ಜಿನಿ ಶ್ರೀ ಮರುಳಸಿದ್ದೇಶ್ವರ ಸ್ವಾಮಿಯ xyxy=(1064,1457,1403,1488)
telegram-label: :"ಹೊಸಪೇಟೆ ಟೈಮ್ಸ್" ಬಳಗ xyxy=(400,162,550,180)
dam-row: ಇಂದಿನ ಒಳಹರಿವು : 174 ಕ್ಯೂಸೆಕ್ xyxy=(30,691,258,708)
council-audience-photo xyxy=(584,1210,1189,1443)
